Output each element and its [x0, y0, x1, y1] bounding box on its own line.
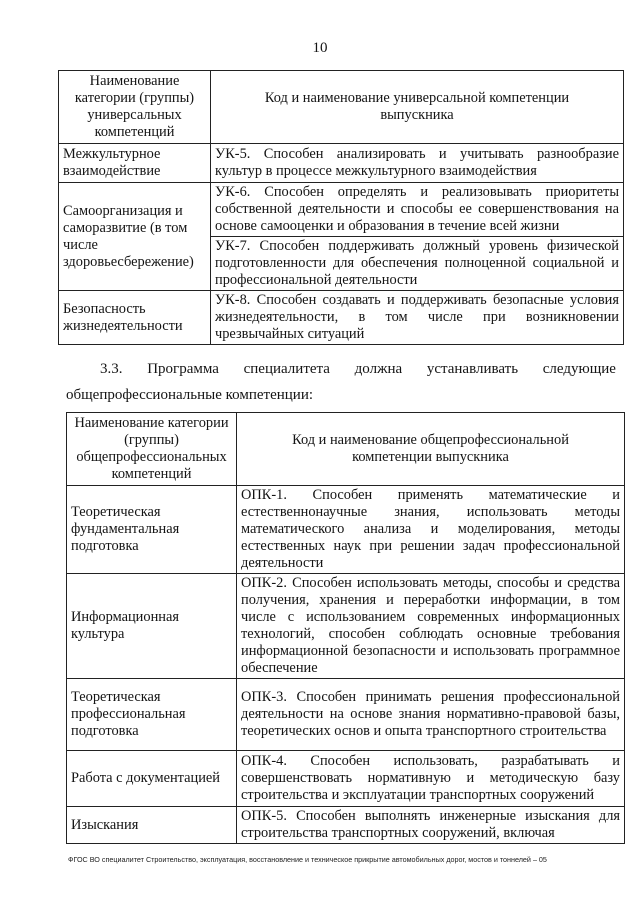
row-category: Безопасность жизнедеятельности: [59, 291, 211, 345]
row-competence: ОПК-4. Способен использовать, разрабатывать и совершенствовать нормативную и методическую базу строительства и эксплуатации транспортных сооружений: [237, 751, 625, 807]
row-competence: ОПК-5. Способен выполнять инженерные изыскания для строительства транспортных сооружений, включая: [237, 807, 625, 844]
header-competence: Код и наименование универсальной компетенции выпускника: [211, 71, 624, 144]
paragraph-word: устанавливать: [426, 361, 519, 377]
paragraph-word: должна: [354, 361, 403, 377]
row-category: Информационная культура: [67, 574, 237, 679]
table-header-row: [59, 71, 624, 144]
general-professional-competences-table: [66, 412, 625, 844]
row-competence: УК-8. Способен создавать и поддерживать безопасные условия жизнедеятельности, в том числе при возникновении чрезвычайных ситуаций: [211, 291, 624, 345]
table-row: [59, 183, 624, 237]
row-category: Самоорганизация и саморазвитие (в том числе здоровьесбережение): [59, 183, 211, 291]
row-competence: ОПК-2. Способен использовать методы, способы и средства получения, хранения и переработки информации, в том числе с использованием современных информационных технологий, способен соблюдать основные требования информационной безопасности и использовать программное обеспечение: [237, 574, 625, 679]
header-category: Наименование категории (группы) общепрофессиональных компетенций: [67, 413, 237, 486]
section-number: 3.3.: [100, 361, 123, 377]
paragraph-word: специалитета: [243, 361, 330, 377]
row-category: Теоретическая профессиональная подготовка: [67, 679, 237, 751]
table-row: [67, 679, 625, 751]
page-footer: ФГОС ВО специалитет Строительство, эксплуатация, восстановление и техническое прикрытие автомобильных дорог, мостов и тоннелей – 05: [68, 855, 547, 864]
table-row: [59, 291, 624, 345]
row-competence: ОПК-3. Способен принимать решения профессиональной деятельности на основе знания нормативно-правовой базы, теоретических основ и опыта транспортного строительства: [237, 679, 625, 751]
table-row: [67, 574, 625, 679]
section-paragraph: [66, 360, 616, 378]
row-category: Работа с документацией: [67, 751, 237, 807]
row-category: Изыскания: [67, 807, 237, 844]
table-header-row: [67, 413, 625, 486]
row-category: Межкультурное взаимодействие: [59, 144, 211, 183]
paragraph-word: следующие: [542, 361, 616, 377]
universal-competences-table: [58, 70, 624, 345]
row-competence: ОПК-1. Способен применять математические и естественнонаучные знания, использовать методы математического анализа и моделирования, методы естественных наук при решении задач профессиональной деятельности: [237, 486, 625, 574]
table-row: [59, 144, 624, 183]
row-competence: УК-7. Способен поддерживать должный уровень физической подготовленности для обеспечения полноценной социальной и профессиональной деятельности: [211, 237, 624, 291]
paragraph-line-2: общепрофессиональные компетенции:: [66, 387, 314, 403]
table-row: [67, 751, 625, 807]
row-competence: УК-5. Способен анализировать и учитывать разнообразие культур в процессе межкультурного взаимодействия: [211, 144, 624, 183]
header-category: Наименование категории (группы) универсальных компетенций: [59, 71, 211, 144]
header-competence: Код и наименование общепрофессиональной компетенции выпускника: [237, 413, 625, 486]
paragraph-word: Программа: [147, 361, 219, 377]
row-competence: УК-6. Способен определять и реализовывать приоритеты собственной деятельности и способы ее совершенствования на основе самооценки и образования в течение всей жизни: [211, 183, 624, 237]
table-row: [67, 486, 625, 574]
page-number: 10: [312, 40, 328, 56]
row-category: Теоретическая фундаментальная подготовка: [67, 486, 237, 574]
table-row: [67, 807, 625, 844]
